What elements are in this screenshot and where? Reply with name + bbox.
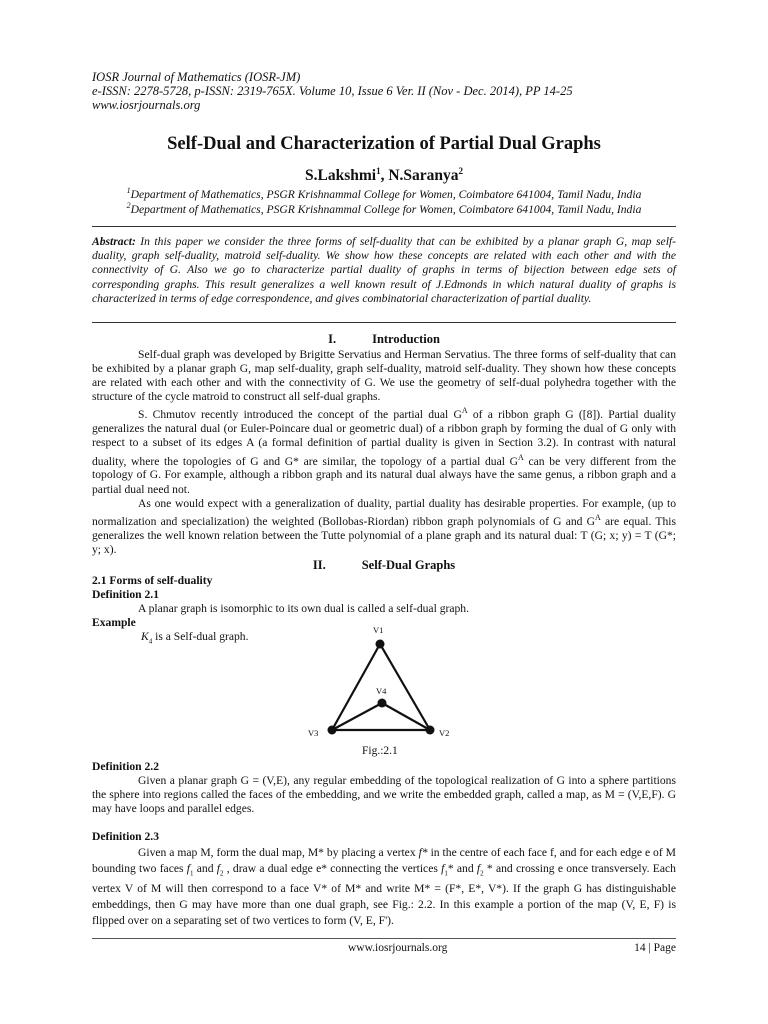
definition-2-2-label: Definition 2.2 [92, 760, 159, 773]
def23-f2: f [216, 862, 220, 875]
footer-page-number: 14 | Page [634, 942, 676, 954]
label-v1: V1 [373, 625, 384, 635]
journal-name: IOSR Journal of Mathematics (IOSR-JM) [92, 70, 301, 84]
intro-paragraph-3 [92, 497, 676, 557]
authors [0, 166, 768, 185]
label-v4: V4 [376, 686, 387, 696]
affiliation-1 [0, 186, 768, 201]
definition-2-1-text: A planar graph is isomorphic to its own dual is called a self-dual graph. [138, 602, 469, 616]
def23-fstar: f* [418, 846, 428, 859]
definition-2-3-label: Definition 2.3 [92, 830, 159, 843]
vertex-v4 [378, 699, 387, 708]
author-1: S.Lakshmi [304, 167, 377, 185]
def23-f2s-sub: 2 [480, 869, 484, 878]
intro-paragraph-1: Self-dual graph was developed by Brigitte Servatius and Herman Servatius. The three forms of self-duality that can be exhibited by a planar graph G, map self-duality, graph self-duality, matroid self-duality. They shown how these concepts are related with each other and with the connectivity of G. We use the geometry of self-dual polyhedra together with the structure of the cycle matroid to construct all self-dual graphs. [92, 348, 676, 404]
label-v2: V2 [439, 728, 450, 738]
intro-p3-b: are equal. This generalizes the well known relation between the Tutte polynomial of a plane graph and its natural dual: T (G; x; y) = T (G*; y; x). [92, 514, 676, 556]
abstract-top-rule [92, 226, 676, 227]
author-sep: , [380, 167, 389, 185]
def23-e: * and [447, 862, 477, 875]
journal-site[interactable]: www.iosrjournals.org [92, 98, 201, 112]
example-k-sub: 4 [148, 637, 153, 646]
section-1-heading [0, 332, 768, 347]
example-rest: is a Self-dual graph. [152, 630, 249, 643]
intro-p3-sup: A [595, 512, 601, 522]
journal-issn: e-ISSN: 2278-5728, p-ISSN: 2319-765X. Volume 10, Issue 6 Ver. II (Nov - Dec. 2014), PP 14-25 [92, 84, 573, 98]
section-2-heading [0, 558, 768, 573]
example-text [141, 630, 249, 645]
def23-f1s: f [441, 862, 445, 875]
def23-a: Given a map M, form the dual map, M* by placing a vertex [138, 846, 419, 859]
section-2-number: II. [312, 558, 326, 572]
vertex-v3 [328, 726, 337, 735]
def23-f2-sub: 2 [219, 869, 224, 878]
abstract-label: Abstract: [92, 235, 136, 248]
subsection-2-1: 2.1 Forms of self-duality [92, 574, 213, 587]
label-v3: V3 [308, 728, 319, 738]
intro-p2-sup-2: A [518, 452, 524, 462]
def23-f1: f [186, 862, 190, 875]
paper-title: Self-Dual and Characterization of Partial Dual Graphs [167, 134, 601, 154]
definition-2-3 [92, 829, 676, 929]
journal-header [92, 70, 573, 112]
def23-c: and [193, 862, 217, 875]
example-label: Example [92, 616, 136, 630]
introduction-body [92, 348, 676, 557]
intro-p2-b: of a ribbon graph G ([8]). Partial duality generalizes the natural dual (or Euler-Poincare dual or geometric dual) of a ribbon graph by forming the dual of G only with respect to a subset of its edges A (a formal definition of partial duality is given in Section 3.2). In contrast with natural duality, where the topologies of G and G* are similar, the topology of a partial dual G [92, 408, 676, 468]
author-2-sup: 2 [458, 166, 464, 176]
vertex-v2 [426, 726, 435, 735]
def23-f1-sub: 1 [190, 869, 194, 878]
k4-figure [300, 622, 460, 744]
definition-2-2 [92, 760, 676, 816]
affiliation-2 [0, 201, 768, 216]
def23-f1s-sub: 1 [444, 869, 448, 878]
vertex-v1 [376, 640, 385, 649]
def23-b: in the centre of each face f, and for each edge e of M bounding two faces [92, 846, 676, 875]
definition-2-2-text: Given a planar graph G = (V,E), any regular embedding of the topological realization of G into a sphere partitions the sphere into regions called the faces of the embedding, and we write the embedded graph, called a map, as M = (V,E,F). G may have loops and parallel edges. [92, 774, 676, 816]
def23-d: , draw a dual edge e* connecting the vertices [223, 862, 442, 875]
definition-2-3-text [92, 845, 676, 929]
affiliation-2-sup: 2 [126, 201, 131, 210]
intro-p3-a: As one would expect with a generalization of duality, partial duality has desirable properties. For example, (up to normalization and specialization) the weighted (Bollobas-Riordan) ribbon graph polynomials of G and G [92, 496, 676, 528]
affiliation-1-sup: 1 [126, 186, 131, 195]
author-1-sup: 1 [376, 166, 381, 176]
definition-2-1-label: Definition 2.1 [92, 588, 159, 602]
intro-p2-sup-1: A [461, 406, 468, 416]
affiliation-2-text: Department of Mathematics, PSGR Krishnammal College for Women, Coimbatore 641004, Tamil Nadu, India [130, 202, 642, 216]
example-k: K [141, 630, 149, 643]
affiliation-1-text: Department of Mathematics, PSGR Krishnammal College for Women, Coimbatore 641004, Tamil Nadu, India [130, 187, 642, 201]
def23-f2s: f [476, 862, 481, 875]
section-1-number: I. [328, 332, 337, 346]
abstract-bottom-rule [92, 322, 676, 323]
def23-f: * and crossing e once transversely. Each vertex V of M will then correspond to a face V* of M* and write M* = (F*, E*, V*). If the graph G has distinguishable embeddings, then G may have more than one dual graph, see Fig.: 2.2. In this example a portion of the map (V, E, F) is flipped over on a separating set of two vertices to form (V, E, F'). [92, 862, 676, 928]
intro-paragraph-2 [92, 404, 676, 496]
abstract-text: In this paper we consider the three forms of self-duality that can be exhibited by a planar graph G, map self-duality, graph self-duality, matroid self-duality. We show how these concepts are related with each other and with the connectivity of G. Also we go to characterize partial duality of graphs in terms of bijection between edge sets of corresponding graphs. This result generalizes a well known result of J.Edmonds in which natural duality of graphs is characterized in terms of edge correspondence, and gives combinatorial characterization of partial duality. [92, 235, 676, 305]
section-2-title: Self-Dual Graphs [361, 558, 456, 572]
intro-p2-a: S. Chmutov recently introduced the concept of the partial dual G [138, 408, 462, 422]
abstract [92, 235, 676, 306]
footer-site[interactable]: www.iosrjournals.org [348, 942, 448, 954]
figure-caption: Fig.:2.1 [362, 745, 398, 757]
author-2: N.Saranya [388, 167, 459, 185]
intro-p2-c: can be very different from the topology of G. For example, although a ribbon graph and its natural dual always have the same genus, a ribbon graph and a partial dual need not. [92, 454, 676, 496]
section-1-title: Introduction [372, 332, 440, 346]
page-footer [92, 938, 676, 954]
